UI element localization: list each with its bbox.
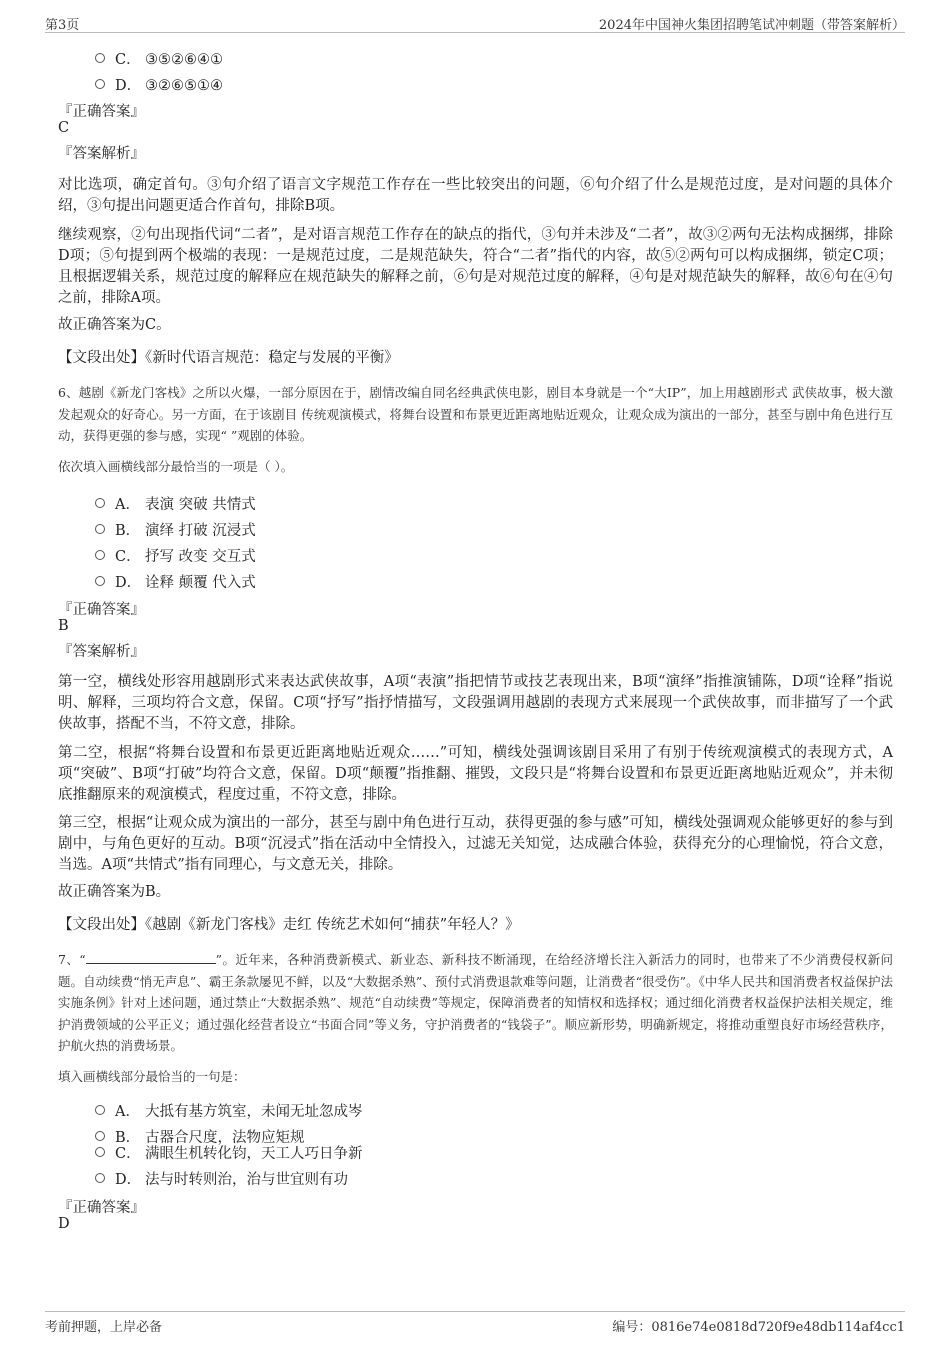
analysis-paragraph: 继续观察，②句出现指代词“二者”，是对语言规范工作存在的缺点的指代，③句并未涉及“二者”，故③②两句无法构成捆绑，排除D项；⑤句提到两个极端的表现：一是规范过度，二是规范缺失，符合“二者”指代的内容，故⑤②两句可以构成捆绑，锁定C项；且根据逻辑关系，规范过度的解释应在规范缺失的解释之前，⑥句是对规范过度的解释，④句是对规范缺失的解释，故⑥句在④句之前，排除A项。 [58, 227, 893, 306]
question-stem: 7、“ ”。近年来，各种消费新模式、新业态、新科技不断涌现，在给经济增长注入新活力的同时，也带来了不少消费侵权新问题。自动续费“悄无声息”、霸王条款屡见不鲜，以及“大数据杀熟”、预付式消费退款难等问题，让消费者“很受伤”。《中华人民共和国消费者权益保护法实施条例》针对上述问题，通过禁止“大数据杀熟”、规范“自动续费”等规定，保障消费者的知情权和选择权；通过细化消费者权益保护法相关规定，维护消费领域的公平正义；通过强化经营者设立“书面合同”等义务，守护消费者的“钱袋子”。顺应新形势，明确新规定，将推动重塑良好市场经营秩序，护航火热的消费场景。 [58, 952, 893, 1053]
radio-icon[interactable] [95, 1173, 105, 1183]
option-c[interactable]: C． 抒写 改变 交互式 [95, 545, 256, 566]
page-number: 第3页 [45, 18, 80, 33]
radio-icon[interactable] [95, 524, 105, 534]
analysis-paragraph: 第一空，横线处形容用越剧形式来表达武侠故事，A项“表演”指把情节或技艺表现出来，B项“演绎”指推演铺陈，D项“诠释”指说明、解释，三项均符合文意，保留。C项“抒写”指抒情描写，文段强调用越剧的表现方式来展现一个武侠故事，而非描写了一个武侠故事，搭配不当，不符文意，排除。 [58, 674, 893, 732]
answer-value: C [58, 120, 70, 136]
analysis-paragraph: 第二空，根据“将舞台设置和布景更近距离地贴近观众……”可知，横线处强调该剧目采用了有别于传统观演模式的表现方式，A项“突破”、B项“打破”均符合文意，保留。D项“颠覆”指推翻、摧毁，文段只是“将舞台设置和布景更近距离地贴近观众”，并未彻底推翻原来的观演模式，程度过重，不符文意，排除。 [58, 745, 893, 803]
option-c[interactable]: C． 满眼生机转化钧，天工人巧日争新 [95, 1142, 363, 1163]
analysis-label: 『答案解析』 [58, 146, 145, 162]
answer-label: 『正确答案』 [58, 104, 145, 120]
option-b[interactable]: B． 演绎 打破 沉浸式 [95, 519, 256, 540]
option-d[interactable]: D． 诠释 颠覆 代入式 [95, 571, 256, 592]
analysis-paragraph: 对比选项，确定首句。③句介绍了语言文字规范工作存在一些比较突出的问题，⑥句介绍了什么是规范过度，是对问题的具体介绍，③句提出问题更适合作首句，排除B项。 [58, 177, 893, 214]
analysis-paragraph: 第三空，根据“让观众成为演出的一部分，甚至与剧中角色进行互动，获得更强的参与感”可知，横线处强调观众能够更好的参与到剧中，与角色更好的互动。B项“沉浸式”指在活动中全情投入，过滤无关知觉，达成融合体验，获得充分的心理愉悦，符合文意，当选。A项“共情式”指有同理心，与文意无关，排除。 [58, 815, 893, 873]
question-prompt: 依次填入画横线部分最恰当的一项是（ ）。 [58, 459, 294, 474]
source-citation: 【文段出处】《越剧《新龙门客栈》走红 传统艺术如何“捕获”年轻人？》 [58, 917, 520, 933]
radio-icon[interactable] [95, 498, 105, 508]
answer-value: D [58, 1216, 70, 1232]
fill-blank [86, 951, 216, 964]
analysis-label: 『答案解析』 [58, 644, 145, 660]
answer-label: 『正确答案』 [58, 602, 145, 618]
option-d[interactable]: D． 法与时转则治，治与世宜则有功 [95, 1168, 348, 1189]
page-footer [45, 1311, 905, 1336]
radio-icon[interactable] [95, 576, 105, 586]
option-c[interactable]: C． ③⑤②⑥④① [95, 48, 223, 69]
analysis-paragraph: 故正确答案为C。 [58, 317, 171, 333]
source-citation: 【文段出处】《新时代语言规范：稳定与发展的平衡》 [58, 350, 399, 366]
radio-icon[interactable] [95, 1147, 105, 1157]
question-stem: 6、越剧《新龙门客栈》之所以火爆，一部分原因在于，剧情改编自同名经典武侠电影，剧目本身就是一个“大IP”，加上用越剧形式 武侠故事，极大激发起观众的好奇心。另一方面，在于该剧目 传统观演模式，将舞台设置和布景更近距离地贴近观众，让观众成为演出的一部分，甚至与剧中角色进行互动，获得更强的参与感，实现“ ”观剧的体验。 [58, 385, 893, 443]
option-a[interactable]: A． 表演 突破 共情式 [95, 493, 256, 514]
radio-icon[interactable] [95, 53, 105, 63]
page-header [45, 12, 905, 33]
analysis-paragraph: 故正确答案为B。 [58, 884, 171, 900]
option-a[interactable]: A． 大抵有基方筑室，未闻无址忽成岑 [95, 1100, 363, 1121]
answer-label: 『正确答案』 [58, 1200, 145, 1216]
radio-icon[interactable] [95, 79, 105, 89]
option-d[interactable]: D． ③②⑥⑤①④ [95, 74, 223, 95]
document-serial: 编号：0816e74e0818d720f9e48db114af4cc1 [612, 1320, 905, 1335]
question-prompt: 填入画横线部分最恰当的一句是： [58, 1069, 246, 1084]
radio-icon[interactable] [95, 550, 105, 560]
document-title: 2024年中国神火集团招聘笔试冲刺题（带答案解析） [598, 18, 905, 33]
radio-icon[interactable] [95, 1105, 105, 1115]
answer-value: B [58, 618, 69, 634]
radio-icon[interactable] [95, 1131, 105, 1141]
footer-slogan: 考前押题，上岸必备 [45, 1320, 163, 1335]
option-b[interactable]: B． 古器合尺度，法物应矩规 [95, 1126, 305, 1147]
